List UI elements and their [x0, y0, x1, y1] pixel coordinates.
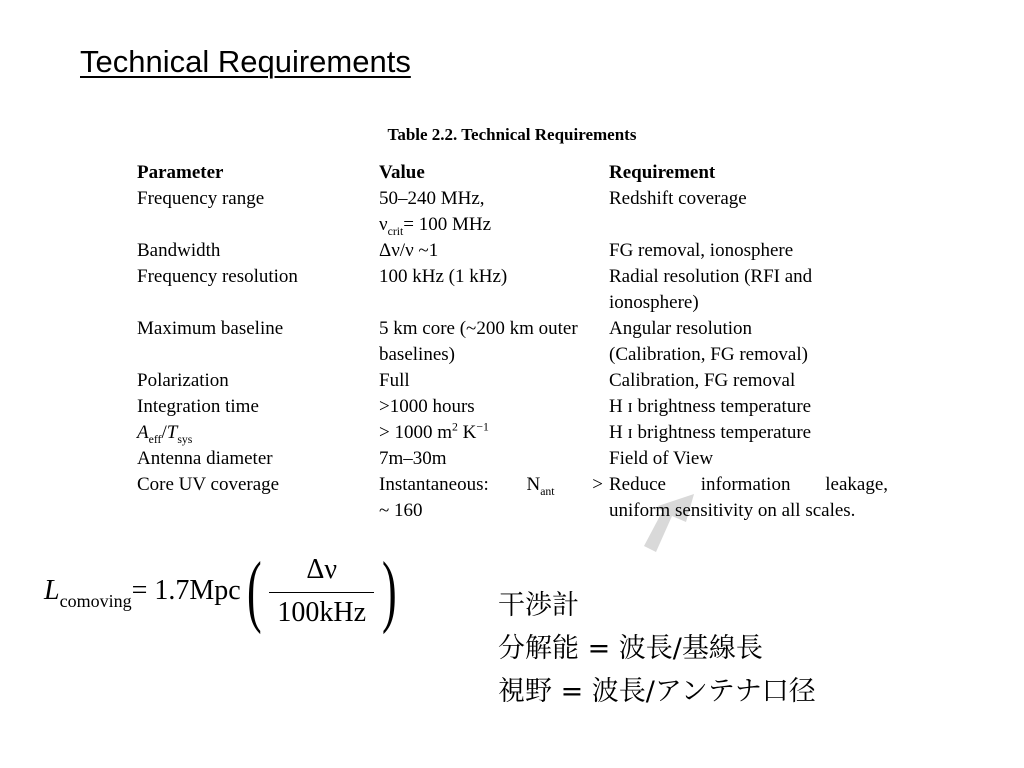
table-row: [134, 420, 891, 446]
nu-symbol: ν: [379, 214, 388, 235]
parameter-cell: Polarization: [137, 370, 229, 391]
table-row: [134, 394, 891, 420]
formula-numerator: Δν: [306, 553, 337, 585]
value-text: = 100 MHz: [403, 214, 492, 235]
slash: /: [161, 422, 167, 443]
note-line: 視野 = 波長/アンテナ口径: [498, 676, 816, 707]
table-row: [134, 316, 891, 368]
comoving-length-formula: [44, 546, 403, 636]
parameter-cell: Core UV coverage: [137, 474, 280, 495]
requirement-cell: Redshift coverage: [609, 188, 747, 209]
note-line: 分解能 = 波長/基線長: [498, 633, 763, 664]
table-row: [134, 368, 891, 394]
nu-subscript: crit: [387, 224, 404, 238]
table-caption: Table 2.2. Technical Requirements: [387, 125, 637, 144]
requirement-cell: [606, 472, 891, 524]
tsys-symbol: T: [166, 422, 178, 443]
table-header-row: [134, 160, 891, 186]
table-row: [134, 238, 891, 264]
table-row: [134, 264, 891, 316]
aeff-symbol: A: [137, 422, 149, 443]
formula-denominator: 100kHz: [269, 592, 374, 629]
requirement-cell: H ɪ brightness temperature: [609, 396, 812, 417]
aeff-subscript: eff: [148, 432, 162, 446]
value-cell: 100 kHz (1 kHz): [379, 266, 508, 287]
parameter-cell: Frequency range: [137, 188, 265, 209]
table-row: [134, 186, 891, 238]
value-text: >: [554, 474, 603, 495]
requirement-text: Angular resolution: [609, 318, 753, 339]
parameter-cell: Antenna diameter: [137, 448, 273, 469]
requirement-cell: Calibration, FG removal: [609, 370, 796, 391]
table-row: [134, 472, 891, 524]
requirement-cell: [606, 316, 891, 368]
formula-lhs: L: [44, 575, 60, 606]
formula-equals: = 1.7Mpc: [131, 575, 241, 606]
requirements-table: [134, 160, 891, 524]
table-row: [134, 446, 891, 472]
requirement-text: (Calibration, FG removal): [609, 344, 808, 365]
formula-fraction: [269, 554, 374, 629]
value-text: K: [457, 422, 477, 443]
value-cell: Δν/ν ~1: [379, 240, 439, 261]
parameter-cell: Integration time: [137, 396, 259, 417]
value-cell: 5 km core (~200 km outer baselines): [379, 318, 578, 365]
value-cell: [376, 472, 606, 524]
value-cell: Full: [379, 370, 410, 391]
value-line: [379, 472, 603, 498]
parameter-cell: Bandwidth: [137, 240, 221, 261]
exponent: 2: [452, 420, 458, 434]
value-cell: [376, 186, 606, 238]
japanese-notes: [498, 584, 816, 713]
parameter-cell: Frequency resolution: [137, 266, 298, 287]
header-requirement: Requirement: [609, 162, 716, 183]
value-line: ~ 160: [379, 500, 423, 521]
value-cell: 7m–30m: [379, 448, 447, 469]
tsys-subscript: sys: [177, 432, 193, 446]
requirement-cell: FG removal, ionosphere: [609, 240, 794, 261]
value-text: 50–240 MHz,: [379, 188, 485, 209]
left-paren: (: [246, 547, 262, 635]
header-parameter: Parameter: [137, 162, 224, 183]
slide-title: Technical Requirements: [80, 44, 411, 79]
requirement-cell: Field of View: [609, 448, 714, 469]
note-line: 干渉計: [498, 590, 579, 621]
value-cell: >1000 hours: [379, 396, 475, 417]
requirement-text: uniform sensitivity on all scales.: [609, 500, 856, 521]
value-text: Instantaneous: N: [379, 474, 541, 495]
value-text: > 1000 m: [379, 422, 452, 443]
value-cell: [376, 420, 606, 446]
requirement-cell: Radial resolution (RFI and ionosphere): [609, 266, 813, 313]
formula-lhs-subscript: comoving: [59, 590, 132, 611]
nant-subscript: ant: [540, 484, 555, 498]
right-paren: ): [381, 547, 397, 635]
requirement-text: Reduce information leakage,: [609, 474, 888, 495]
parameter-cell: Maximum baseline: [137, 318, 284, 339]
parameter-cell: [134, 420, 376, 446]
requirement-cell: H ɪ brightness temperature: [609, 422, 812, 443]
header-value: Value: [379, 162, 425, 183]
exponent: −1: [476, 420, 489, 434]
